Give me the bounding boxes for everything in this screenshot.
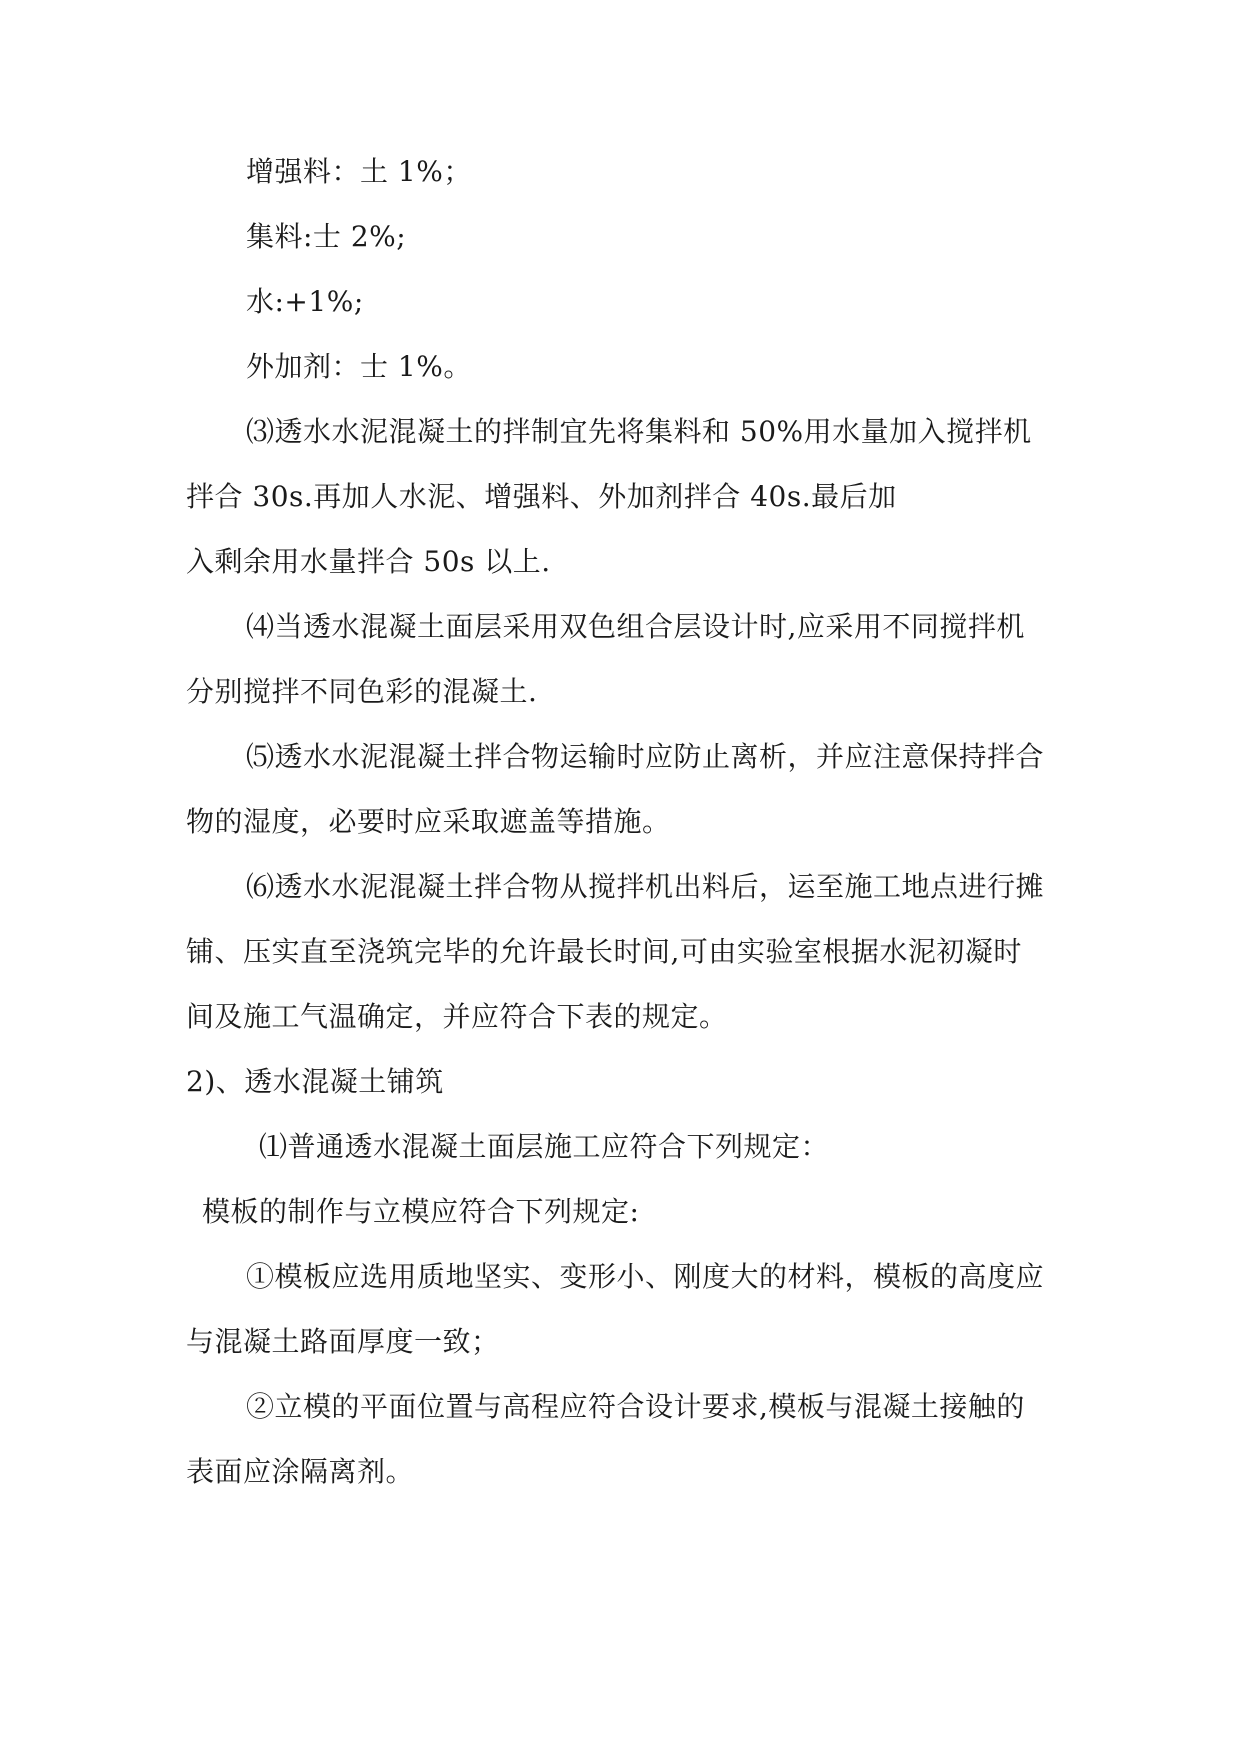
text-line-9: 分别搅拌不同色彩的混凝土. [186, 675, 538, 708]
text-line-17: 模板的制作与立模应符合下列规定: [202, 1195, 640, 1228]
text-line-16: ⑴普通透水混凝土面层施工应符合下列规定： [259, 1130, 830, 1163]
text-line-14: 间及施工气温确定，并应符合下表的规定。 [186, 1000, 728, 1033]
text-line-18: ①模板应选用质地坚实、变形小、刚度大的材料，模板的高度应 [246, 1260, 1045, 1293]
text-line-21: 表面应涂隔离剂。 [186, 1455, 415, 1488]
text-line-12: ⑹透水水泥混凝土拌合物从搅拌机出料后，运至施工地点进行摊 [246, 870, 1045, 903]
text-line-11: 物的湿度，必要时应采取遮盖等措施。 [186, 805, 671, 838]
text-line-19: 与混凝土路面厚度一致； [186, 1325, 500, 1358]
text-line-13: 铺、压实直至浇筑完毕的允许最长时间,可由实验室根据水泥初凝时 [186, 935, 1022, 968]
text-line-10: ⑸透水水泥混凝土拌合物运输时应防止离析，并应注意保持拌合 [246, 740, 1045, 773]
text-line-5: ⑶透水水泥混凝土的拌制宜先将集料和 50%用水量加入搅拌机 [246, 415, 1032, 448]
text-line-20: ②立模的平面位置与高程应符合设计要求,模板与混凝土接触的 [246, 1390, 1025, 1423]
text-line-1: 增强料：土 1%； [246, 155, 472, 188]
text-line-8: ⑷当透水混凝土面层采用双色组合层设计时,应采用不同搅拌机 [246, 610, 1025, 643]
text-line-3: 水:+1%; [246, 285, 364, 318]
section-heading: 2)、透水混凝土铺筑 [186, 1065, 444, 1098]
text-line-6: 拌合 30s.再加人水泥、增强料、外加剂拌合 40s.最后加 [186, 480, 897, 513]
text-line-7: 入剩余用水量拌合 50s 以上. [186, 545, 551, 578]
text-line-4: 外加剂：士 1%。 [246, 350, 472, 383]
text-line-2: 集料:士 2%; [246, 220, 407, 253]
